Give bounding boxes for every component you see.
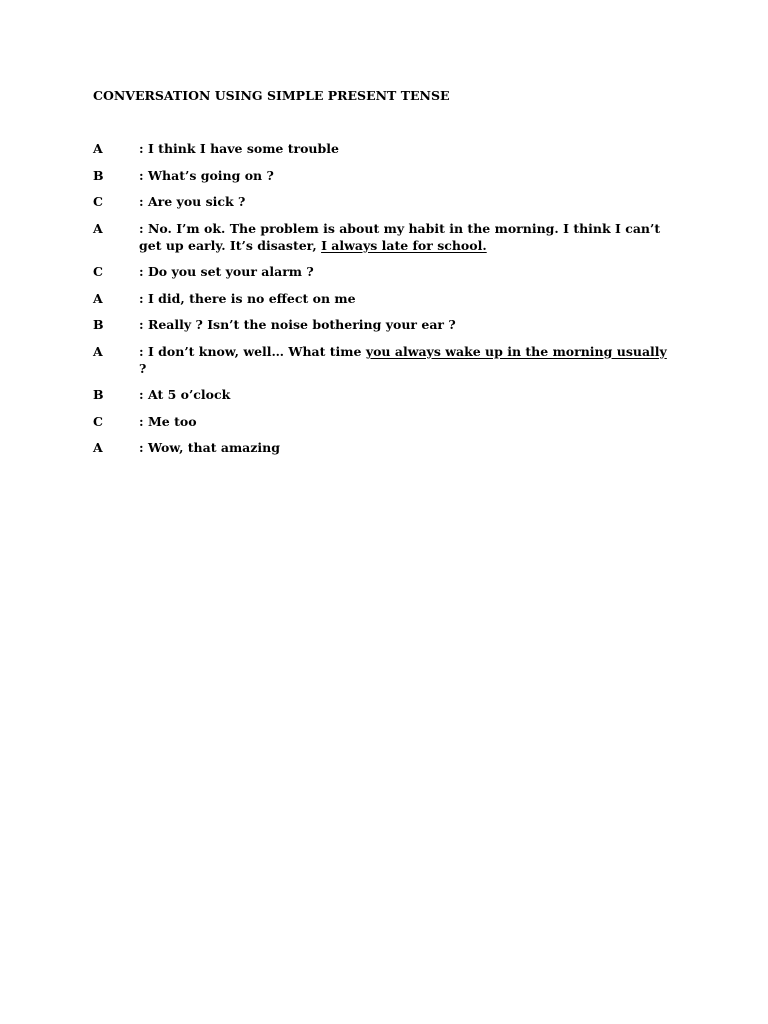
dialogue-line xyxy=(93,193,673,210)
utterance-text: : Me too xyxy=(139,413,197,429)
utterance-text xyxy=(139,220,673,254)
utterance-text-plain: : No. I’m ok. The problem is about my habit in the morning. I think I can’t get up early. It’s disaster, xyxy=(139,220,661,253)
speaker-label: A xyxy=(93,290,103,306)
speaker-label: C xyxy=(93,264,103,279)
speaker-label: A xyxy=(93,141,103,156)
speaker-label: B xyxy=(93,387,104,402)
speaker-label: C xyxy=(93,413,103,429)
utterance-text: : I think I have some trouble xyxy=(139,141,339,156)
dialogue-line xyxy=(93,316,673,333)
utterance-text: : Wow, that amazing xyxy=(139,440,280,455)
utterance-text-plain: : I don’t know, well… What time xyxy=(139,343,366,359)
dialogue-line xyxy=(93,140,673,157)
speaker-label: C xyxy=(93,194,103,209)
dialogue-line xyxy=(93,386,673,403)
utterance-text: : Really ? Isn’t the noise bothering your ear ? xyxy=(139,317,456,332)
speaker-label: B xyxy=(93,317,104,332)
utterance-text: : Are you sick ? xyxy=(139,194,246,209)
dialogue-line xyxy=(93,263,673,280)
utterance-text-after: ? xyxy=(139,360,147,376)
dialogue-line xyxy=(93,290,673,307)
dialogue-line xyxy=(93,439,673,456)
utterance-text: : Do you set your alarm ? xyxy=(139,264,314,279)
utterance-text: : I did, there is no effect on me xyxy=(139,290,356,306)
speaker-label: A xyxy=(93,440,103,455)
utterance-text xyxy=(139,343,673,377)
dialogue-line xyxy=(93,220,673,254)
dialogue-line xyxy=(93,413,673,430)
dialogue-list xyxy=(93,140,673,466)
speaker-label: A xyxy=(93,220,103,236)
utterance-text: : What’s going on ? xyxy=(139,167,274,183)
underlined-phrase: you always wake up in the morning usually xyxy=(365,343,667,359)
utterance-text: : At 5 o’clock xyxy=(139,387,231,402)
dialogue-line xyxy=(93,343,673,377)
underlined-phrase: I always late for school. xyxy=(321,237,487,253)
speaker-label: B xyxy=(93,167,104,183)
speaker-label: A xyxy=(93,343,103,359)
document-title: CONVERSATION USING SIMPLE PRESENT TENSE xyxy=(93,88,450,103)
dialogue-line xyxy=(93,167,673,184)
